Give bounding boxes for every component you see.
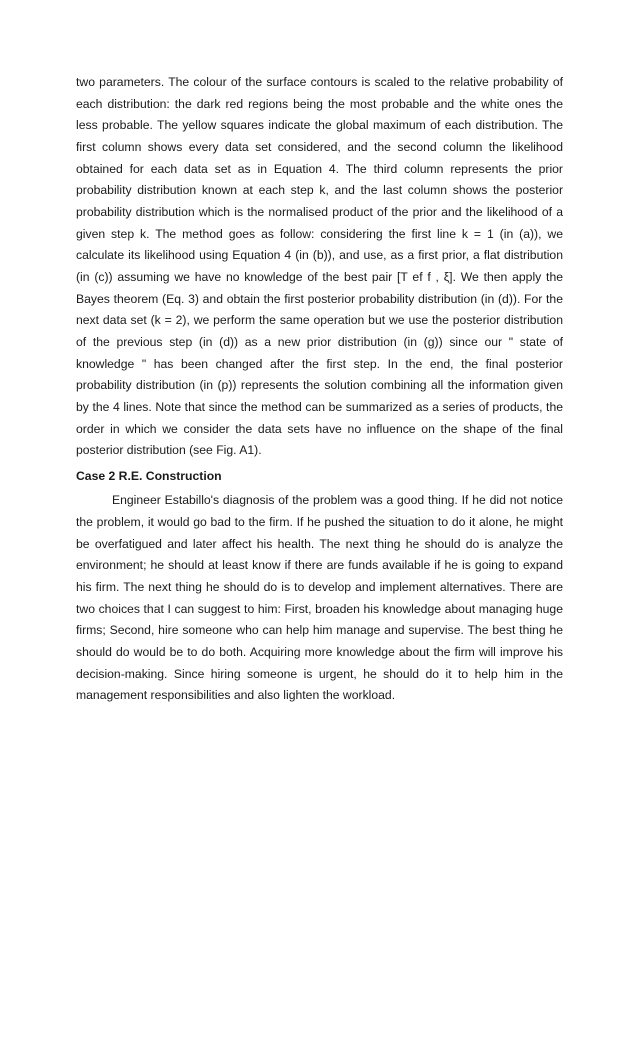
section-heading: Case 2 R.E. Construction bbox=[76, 468, 222, 483]
paragraph-bayesian-method: two parameters. The colour of the surface contours is scaled to the relative probability of each distribution: the dark red regions being the most probable and the white ones the less probable. The yellow squares indicate the global maximum of each distribution. The first column shows every data set considered, and the second column the likelihood obtained for each data set as in Equation 4. The third column represents the prior probability distribution known at each step k, and the last column shows the posterior probability distribution which is the normalised product of the prior and the likelihood of a given step k. The method goes as follow: considering the first line k = 1 (in (a)), we calculate its likelihood using Equation 4 (in (b)), and use, as a first prior, a flat distribution (in (c)) assuming we have no knowledge of the best pair [T ef f , ξ]. We then apply the Bayes theorem (Eq. 3) and obtain the first posterior probability distribution (in (d)). For the next data set (k = 2), we perform the same operation but we use the posterior distribution of the previous step (in (d)) as a new prior distribution (in (g)) since our " state of knowledge " has been changed after the first step. In the end, the final posterior probability distribution (in (p)) represents the solution combining all the information given by the 4 lines. Note that since the method can be summarized as a series of products, the order in which we consider the data sets have no influence on the shape of the final posterior distribution (see Fig. A1). bbox=[76, 75, 563, 458]
paragraph-case-analysis: Engineer Estabillo's diagnosis of the problem was a good thing. If he did not notice the problem, it would go bad to the firm. If he pushed the situation to do it alone, he might be overfatigued and later affect his health. The next thing he should do is analyze the environment; he should at least know if there are funds available if he is going to expand his firm. The next thing he should do is to develop and implement alternatives. There are two choices that I can suggest to him: First, broaden his knowledge about managing huge firms; Second, hire someone who can help him manage and supervise. The best thing he should do would be to do both. Acquiring more knowledge about the firm will improve his decision-making. Since hiring someone is urgent, he should do it to help him in the management responsibilities and also lighten the workload. bbox=[76, 493, 563, 703]
document-body bbox=[76, 72, 563, 707]
